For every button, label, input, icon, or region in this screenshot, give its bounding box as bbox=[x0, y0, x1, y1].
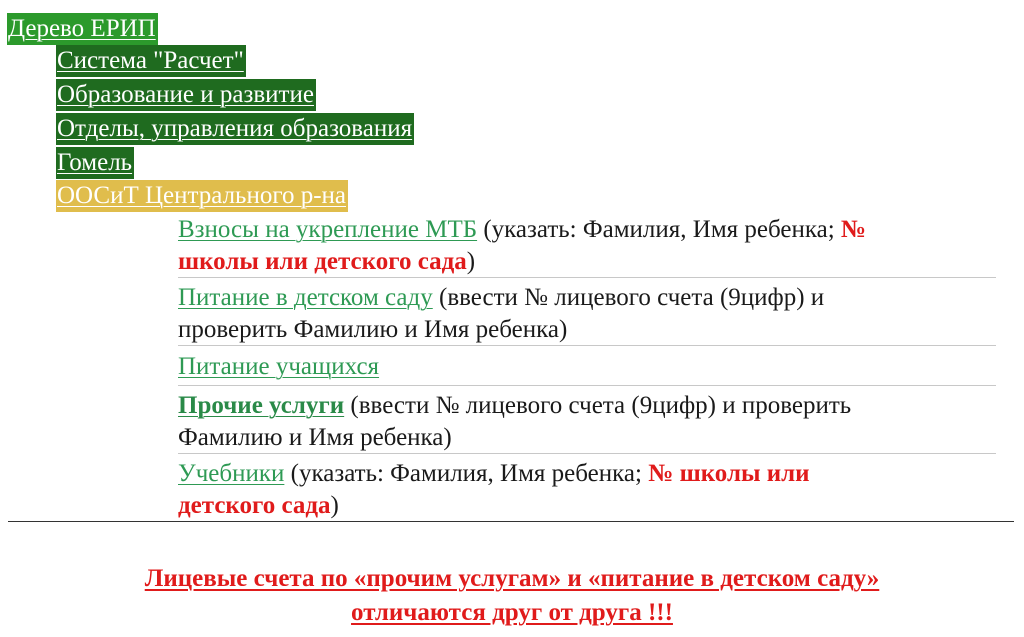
service-textbooks-desc: (указать: Фамилия, Имя ребенка; bbox=[284, 460, 649, 487]
service-textbooks-link[interactable]: Учебники bbox=[178, 460, 285, 487]
service-other-desc: (ввести № лицевого счета (9цифр) и проверить bbox=[344, 392, 852, 419]
service-textbooks-school: детского сада bbox=[178, 492, 331, 519]
service-kindergarten-desc: (ввести № лицевого счета (9цифр) и bbox=[432, 284, 825, 311]
separator bbox=[178, 385, 996, 386]
tree-level-departments[interactable]: Отделы, управления образования bbox=[56, 113, 414, 145]
warning-note-line2: отличаются друг от друга !!! bbox=[351, 599, 673, 626]
service-kindergarten-desc-2: проверить Фамилию и Имя ребенка) bbox=[178, 316, 568, 343]
service-other-link[interactable]: Прочие услуги bbox=[178, 392, 345, 419]
service-textbooks-close: ) bbox=[330, 492, 339, 519]
service-other-desc-2: Фамилию и Имя ребенка) bbox=[178, 424, 452, 451]
tree-level-gomel[interactable]: Гомель bbox=[56, 147, 134, 179]
warning-note-line1: Лицевые счета по «прочим услугам» и «питание в детском саду» bbox=[144, 565, 880, 592]
service-mtb bbox=[178, 214, 996, 278]
service-other bbox=[178, 390, 996, 454]
service-textbooks-number: № школы или bbox=[648, 460, 810, 487]
service-kindergarten-food bbox=[178, 282, 996, 346]
service-mtb-number: № bbox=[840, 216, 867, 243]
tree-current-oosit[interactable]: ООСиТ Центрального р-на bbox=[56, 180, 348, 212]
separator bbox=[178, 453, 996, 454]
tree-level-raschet[interactable]: Система "Расчет" bbox=[56, 45, 246, 77]
service-mtb-school: школы или детского сада bbox=[178, 248, 467, 275]
separator bbox=[178, 345, 996, 346]
service-student-food-link[interactable]: Питание учащихся bbox=[178, 353, 380, 380]
service-mtb-desc: (указать: Фамилия, Имя ребенка; bbox=[477, 216, 841, 243]
service-textbooks bbox=[178, 458, 996, 522]
service-kindergarten-link[interactable]: Питание в детском саду bbox=[178, 284, 433, 311]
service-mtb-close: ) bbox=[466, 248, 476, 275]
section-divider bbox=[8, 521, 1014, 522]
service-student-food bbox=[178, 351, 996, 383]
tree-root-link[interactable]: Дерево ЕРИП bbox=[7, 13, 158, 45]
service-mtb-link[interactable]: Взносы на укрепление МТБ bbox=[178, 216, 478, 243]
tree-level-education[interactable]: Образование и развитие bbox=[56, 79, 316, 111]
separator bbox=[178, 277, 996, 278]
